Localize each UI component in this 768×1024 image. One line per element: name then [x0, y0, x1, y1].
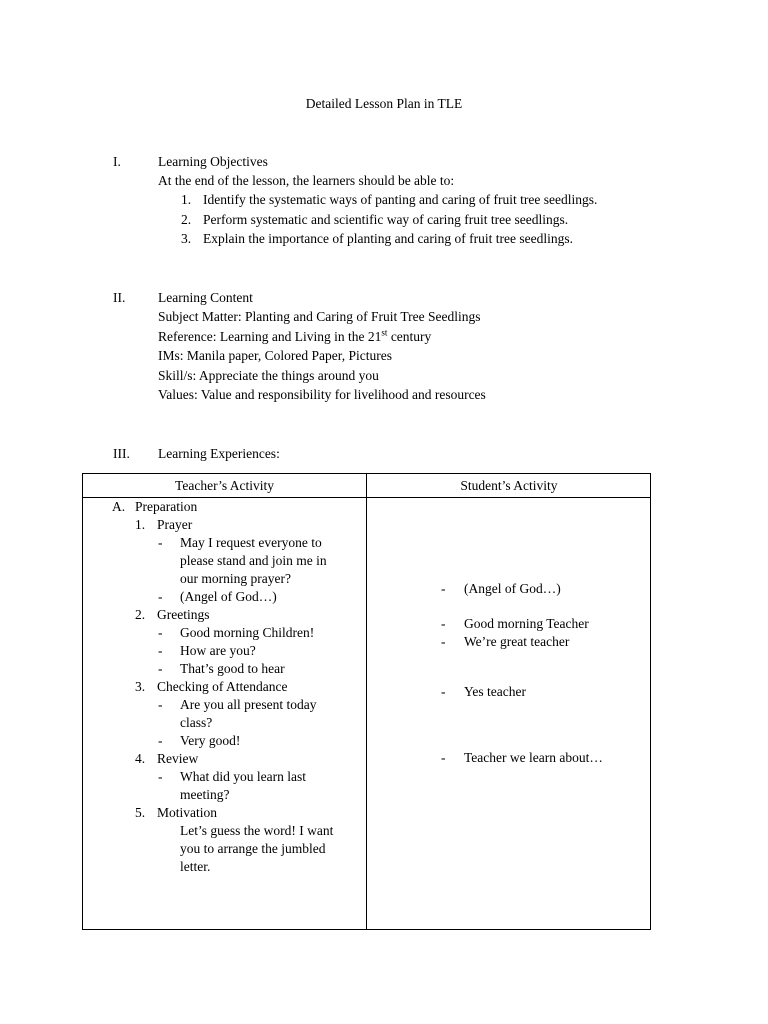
- objective-number: 1.: [181, 192, 192, 207]
- objective-text: Identify the systematic ways of panting and caring of fruit tree seedlings.: [203, 192, 598, 207]
- section-heading-experiences: Learning Experiences:: [158, 446, 280, 461]
- teacher-line: you to arrange the jumbled: [180, 841, 326, 856]
- teacher-preparation-label: Preparation: [135, 499, 198, 514]
- dash-bullet: -: [441, 581, 446, 596]
- objective-text: Explain the importance of planting and caring of fruit tree seedlings.: [203, 231, 574, 246]
- list-marker: 3.: [135, 679, 146, 694]
- objectives-intro: At the end of the lesson, the learners should be able to:: [158, 173, 455, 188]
- teacher-line: May I request everyone to: [180, 535, 322, 550]
- dash-bullet: -: [158, 535, 163, 550]
- list-marker: 5.: [135, 805, 146, 820]
- reference-text: Reference: Learning and Living in the 21: [158, 329, 382, 344]
- student-line: Teacher we learn about…: [464, 750, 603, 765]
- list-marker: A.: [112, 499, 126, 514]
- teacher-line: (Angel of God…): [180, 589, 277, 604]
- activity-table: [82, 473, 651, 930]
- teacher-line: meeting?: [180, 787, 230, 802]
- section-heading-content: Learning Content: [158, 290, 253, 305]
- reference-line: [158, 327, 431, 346]
- dash-bullet: -: [158, 697, 163, 712]
- list-marker: 1.: [135, 517, 146, 532]
- objective-number: 3.: [181, 231, 192, 246]
- teacher-line: letter.: [180, 859, 211, 874]
- list-marker: 2.: [135, 607, 146, 622]
- dash-bullet: -: [158, 643, 163, 658]
- dash-bullet: -: [441, 616, 446, 631]
- section-heading-objectives: Learning Objectives: [158, 154, 268, 169]
- teacher-line: Let’s guess the word! I want: [180, 823, 334, 838]
- student-activity-header: Student’s Activity: [460, 478, 558, 493]
- dash-bullet: -: [158, 661, 163, 676]
- student-line: We’re great teacher: [464, 634, 570, 649]
- dash-bullet: -: [158, 769, 163, 784]
- teacher-prayer-label: Prayer: [157, 517, 193, 532]
- dash-bullet: -: [441, 684, 446, 699]
- teacher-line: Very good!: [180, 733, 241, 748]
- teacher-greetings-label: Greetings: [157, 607, 210, 622]
- skills: Skill/s: Appreciate the things around you: [158, 368, 379, 383]
- teacher-line: What did you learn last: [180, 769, 306, 784]
- student-line: Good morning Teacher: [464, 616, 589, 631]
- objective-text: Perform systematic and scientific way of caring fruit tree seedlings.: [203, 212, 569, 227]
- teacher-line: class?: [180, 715, 213, 730]
- teacher-line: our morning prayer?: [180, 571, 291, 586]
- objective-number: 2.: [181, 212, 192, 227]
- values: Values: Value and responsibility for livelihood and resources: [158, 387, 486, 402]
- teacher-line: please stand and join me in: [180, 553, 327, 568]
- reference-suffix: century: [387, 329, 432, 344]
- dash-bullet: -: [158, 589, 163, 604]
- student-line: (Angel of God…): [464, 581, 561, 596]
- subject-matter: Subject Matter: Planting and Caring of Fruit Tree Seedlings: [158, 309, 481, 324]
- reference-superscript: st: [381, 327, 388, 338]
- teacher-line: Good morning Children!: [180, 625, 315, 640]
- teacher-line: How are you?: [180, 643, 256, 658]
- teacher-attendance-label: Checking of Attendance: [157, 679, 288, 694]
- section-numeral-3: III.: [113, 446, 130, 461]
- document-title: Detailed Lesson Plan in TLE: [305, 96, 463, 111]
- table-column-divider: [366, 474, 367, 929]
- student-line: Yes teacher: [464, 684, 526, 699]
- teacher-line: That’s good to hear: [180, 661, 285, 676]
- dash-bullet: -: [441, 750, 446, 765]
- dash-bullet: -: [158, 625, 163, 640]
- dash-bullet: -: [441, 634, 446, 649]
- teacher-line: Are you all present today: [180, 697, 317, 712]
- teacher-review-label: Review: [157, 751, 199, 766]
- list-marker: 4.: [135, 751, 146, 766]
- teacher-motivation-label: Motivation: [157, 805, 217, 820]
- section-numeral-1: I.: [113, 154, 121, 169]
- section-numeral-2: II.: [113, 290, 126, 305]
- dash-bullet: -: [158, 733, 163, 748]
- teacher-activity-header: Teacher’s Activity: [175, 478, 274, 493]
- instructional-materials: IMs: Manila paper, Colored Paper, Pictures: [158, 348, 392, 363]
